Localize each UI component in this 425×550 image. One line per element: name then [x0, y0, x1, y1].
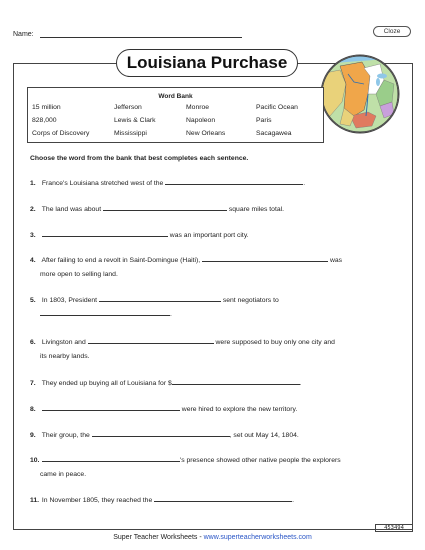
footer [0, 534, 425, 541]
question-text: . [292, 497, 295, 504]
answer-blank[interactable] [103, 203, 227, 211]
question-text: , set out May 14, 1804. [229, 432, 299, 439]
question-text: were hired to explore the new territory. [181, 406, 298, 413]
question-text: its nearby lands. [40, 353, 90, 360]
question [30, 294, 279, 322]
question-text: square miles total. [228, 206, 285, 213]
question [30, 336, 335, 364]
question [30, 377, 302, 391]
word-bank-item: Napoleon [186, 117, 216, 124]
question-text: was [329, 257, 343, 264]
question [30, 403, 297, 417]
question-text: Livingston and [41, 339, 86, 346]
question-number: 3. [30, 232, 36, 239]
question-number: 11. [30, 497, 40, 504]
word-bank-item: 828,000 [32, 117, 57, 124]
word-bank-item: Pacific Ocean [256, 104, 298, 111]
question-text: The land was about [41, 206, 102, 213]
question-text: came in peace. [40, 471, 87, 478]
answer-blank[interactable] [42, 229, 168, 237]
question-text: sent negotiators to [222, 297, 279, 304]
word-bank-item: Corps of Discovery [32, 130, 90, 137]
question-number: 9. [30, 432, 36, 439]
word-bank-item: Paris [256, 117, 272, 124]
question-number: 4. [30, 257, 36, 264]
word-bank-item: Monroe [186, 104, 210, 111]
word-bank-item: New Orleans [186, 130, 226, 137]
question-number: 2. [30, 206, 36, 213]
question-text: After failing to end a revolt in Saint-Domingue (Haiti), [41, 257, 201, 264]
answer-blank[interactable] [172, 377, 300, 385]
question-text: They ended up buying all of Louisiana for $ [41, 380, 172, 387]
instructions: Choose the word from the bank that best completes each sentence. [30, 155, 249, 162]
question-text: were supposed to buy only one city and [215, 339, 335, 346]
word-bank-item: Mississippi [114, 130, 147, 137]
name-row [13, 30, 242, 38]
question-text: . [299, 380, 302, 387]
question-text: . [303, 180, 306, 187]
question-text: France's Louisiana stretched west of the [41, 180, 164, 187]
question-text: In November 1805, they reached the [41, 497, 153, 504]
name-label: Name: [13, 31, 34, 38]
worksheet-title: Louisiana Purchase [116, 49, 298, 77]
answer-blank[interactable] [154, 494, 295, 504]
answer-blank[interactable] [99, 294, 221, 302]
question-number: 6. [30, 339, 36, 346]
answer-blank[interactable] [40, 308, 170, 316]
question-number: 7. [30, 380, 36, 387]
question-text: . [170, 311, 172, 318]
question [30, 229, 249, 243]
word-bank [27, 87, 324, 143]
name-field[interactable] [40, 30, 242, 38]
answer-blank[interactable] [92, 429, 230, 437]
word-bank-item: 15 million [32, 104, 61, 111]
worksheet-id: 453494 [375, 524, 413, 532]
question [30, 177, 305, 191]
map-illustration [320, 54, 400, 134]
question-number: 10. [30, 457, 40, 464]
footer-link[interactable]: www.superteacherworksheets.com [203, 534, 312, 541]
answer-blank[interactable] [88, 336, 214, 344]
answer-blank[interactable] [202, 254, 328, 262]
question-text: 's presence showed other native people the explorers [179, 457, 341, 464]
cloze-badge: Cloze [373, 26, 411, 37]
word-bank-title: Word Bank [158, 93, 193, 100]
question-number: 1. [30, 180, 36, 187]
answer-blank[interactable] [165, 177, 306, 187]
answer-blank[interactable] [42, 454, 180, 462]
question-text: Their group, the [41, 432, 90, 439]
question [30, 429, 299, 443]
answer-blank[interactable] [42, 403, 180, 411]
question [30, 494, 294, 508]
word-bank-item: Lewis & Clark [114, 117, 156, 124]
word-bank-item: Jefferson [114, 104, 142, 111]
question-number: 5. [30, 297, 36, 304]
question-text: was an important port city. [169, 232, 249, 239]
question-text: In 1803, President [41, 297, 98, 304]
question [30, 203, 284, 217]
footer-brand: Super Teacher Worksheets - [113, 534, 204, 541]
question-number: 8. [30, 406, 36, 413]
word-bank-item: Sacagawea [256, 130, 292, 137]
question [30, 254, 342, 282]
question [30, 454, 341, 482]
question-text: more open to selling land. [40, 271, 118, 278]
